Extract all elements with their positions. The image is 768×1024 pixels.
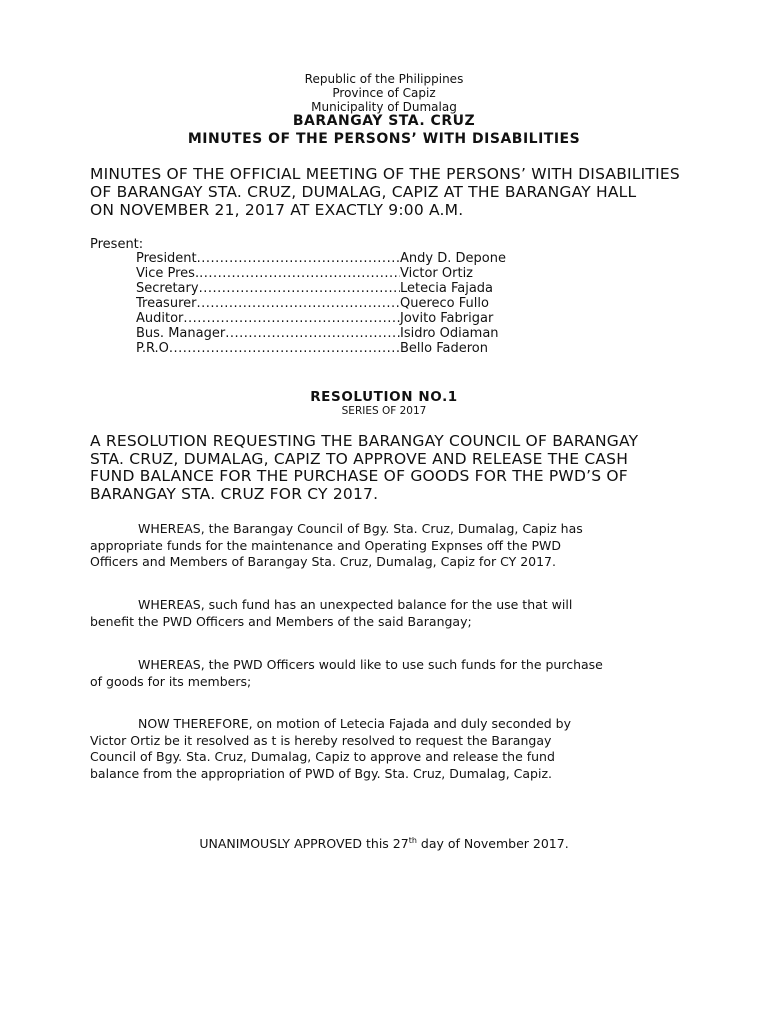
officer-role-cell	[136, 296, 400, 311]
officer-row	[136, 296, 506, 311]
officer-row	[136, 311, 506, 326]
header-municipality: Municipality of Dumalag	[311, 100, 457, 114]
paragraph-line: WHEREAS, the PWD Officers would like to use such funds for the purchase	[138, 657, 603, 672]
header-barangay: BARANGAY STA. CRUZ	[292, 113, 476, 129]
intro-line: ON NOVEMBER 21, 2017 AT EXACTLY 9:00 A.M.	[90, 201, 464, 219]
resolution-series: SERIES OF 2017	[341, 405, 427, 417]
whereas-paragraph-1	[90, 521, 690, 571]
officer-name: Bello Faderon	[400, 341, 488, 356]
header-province: Province of Capiz	[332, 86, 436, 100]
officer-role: President	[136, 251, 197, 266]
leader-dots	[196, 296, 400, 311]
officer-row	[136, 251, 506, 266]
resolution-line: STA. CRUZ, DUMALAG, CAPIZ TO APPROVE AND RELEASE THE CASH	[90, 449, 629, 468]
officer-name: Jovito Fabrigar	[400, 311, 494, 326]
paragraph-line: benefit the PWD Officers and Members of the said Barangay;	[90, 613, 472, 629]
paragraph-line: balance from the appropriation of PWD of Bgy. Sta. Cruz, Dumalag, Capiz.	[90, 765, 552, 781]
leader-dots	[199, 266, 400, 281]
intro-line: OF BARANGAY STA. CRUZ, DUMALAG, CAPIZ AT THE BARANGAY HALL	[90, 183, 637, 201]
leader-dots	[225, 326, 400, 341]
intro-line: MINUTES OF THE OFFICIAL MEETING OF THE PERSONS’ WITH DISABILITIES	[90, 165, 680, 183]
officer-name: Letecia Fajada	[400, 281, 494, 296]
officer-role-cell	[136, 326, 400, 341]
officers-list	[136, 251, 506, 356]
approval-text-end: day of November 2017.	[416, 836, 569, 852]
paragraph-line: appropriate funds for the maintenance and Operating Expnses off the PWD	[90, 537, 562, 553]
officer-row	[136, 266, 506, 281]
officer-role-cell	[136, 311, 400, 326]
present-label: Present:	[90, 237, 144, 252]
paragraph-line: NOW THEREFORE, on motion of Letecia Fajada and duly seconded by	[138, 716, 572, 731]
whereas-paragraph-3	[90, 657, 690, 690]
officer-name: Victor Ortiz	[400, 266, 474, 281]
officer-name: Quereco Fullo	[400, 296, 489, 311]
paragraph-line: Council of Bgy. Sta. Cruz, Dumalag, Capiz to approve and release the fund	[90, 749, 555, 764]
paragraph-line: of goods for its members;	[90, 673, 252, 689]
leader-dots	[183, 311, 400, 326]
officer-role: Secretary	[136, 281, 199, 296]
officer-row	[136, 326, 506, 341]
header-republic: Republic of the Philippines	[304, 72, 464, 86]
officer-role-cell	[136, 341, 400, 356]
resolution-heading-text	[90, 433, 690, 503]
leader-dots	[197, 251, 400, 266]
officer-role: Bus. Manager	[136, 326, 226, 341]
leader-dots	[169, 341, 400, 356]
paragraph-line: Victor Ortiz be it resolved as t is hereby resolved to request the Barangay	[90, 732, 552, 748]
paragraph-line: Officers and Members of Barangay Sta. Cruz, Dumalag, Capiz for CY 2017.	[90, 554, 556, 569]
officer-row	[136, 281, 506, 296]
officer-role-cell	[136, 251, 400, 266]
officer-role: P.R.O	[136, 341, 169, 356]
resolution-line: FUND BALANCE FOR THE PURCHASE OF GOODS FOR THE PWD’S OF	[90, 467, 628, 485]
approval-ordinal-suffix: th	[408, 836, 417, 845]
resolution-line: BARANGAY STA. CRUZ FOR CY 2017.	[90, 484, 379, 503]
officer-role: Treasurer	[136, 296, 197, 311]
intro-paragraph	[90, 165, 690, 219]
officer-name: Isidro Odiaman	[400, 326, 499, 341]
approval-statement	[0, 836, 768, 851]
approval-text: UNANIMOUSLY APPROVED this 27	[199, 836, 409, 852]
officer-role-cell	[136, 281, 400, 296]
officer-role: Vice Pres.	[136, 266, 200, 281]
therefore-paragraph	[90, 716, 690, 782]
officer-name: Andy D. Depone	[400, 251, 506, 266]
resolution-title: RESOLUTION NO.1	[310, 389, 458, 405]
whereas-paragraph-2	[90, 597, 690, 630]
resolution-line: A RESOLUTION REQUESTING THE BARANGAY COUNCIL OF BARANGAY	[90, 432, 639, 450]
paragraph-line: WHEREAS, such fund has an unexpected balance for the use that will	[138, 597, 573, 612]
officer-row	[136, 341, 506, 356]
paragraph-line: WHEREAS, the Barangay Council of Bgy. Sta. Cruz, Dumalag, Capiz has	[138, 521, 583, 536]
leader-dots	[199, 281, 400, 296]
document-title: MINUTES OF THE PERSONS’ WITH DISABILITIES	[187, 131, 581, 147]
officer-role-cell	[136, 266, 400, 281]
officer-role: Auditor	[136, 311, 184, 326]
